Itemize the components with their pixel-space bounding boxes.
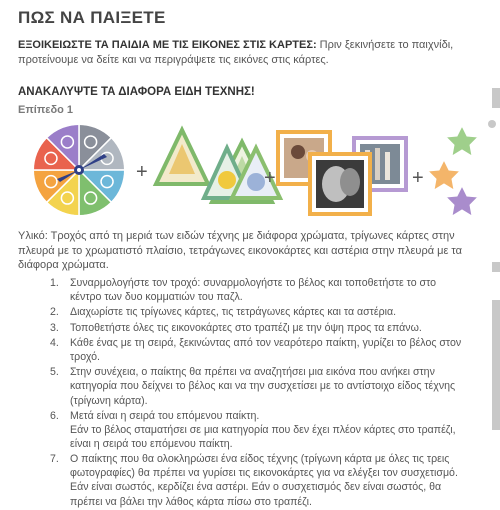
step-number: 6. — [50, 409, 59, 422]
intro-text-line2: προτείνουμε να δείτε και να περιγράψετε τις εικόνες στις κάρτες. — [18, 54, 329, 66]
step-text: Συναρμολογήστε τον τροχό: συναρμολογήστε το βέλος και τοποθετήστε το στο — [70, 277, 437, 289]
step-text: είναι η σειρά του επόμενου παίκτη. — [70, 437, 233, 450]
scrollbar-thumb[interactable] — [492, 300, 500, 430]
instruction-page — [18, 0, 480, 508]
stars — [428, 126, 478, 216]
game-components-illustration — [32, 122, 482, 222]
steps-list — [50, 276, 476, 510]
list-item — [50, 276, 476, 304]
step-text: (τρίγωνη κάρτα). — [70, 394, 148, 407]
materials-line: πλευρά με το χρωματιστό πλαίσιο, τετράγωνες εικονοκάρτες και αστέρια στην πλευρά με τα — [18, 244, 462, 257]
scrollbar-segment[interactable] — [492, 88, 500, 108]
star-orange-icon — [428, 160, 460, 190]
plus-icon: + — [412, 167, 424, 189]
intro-text: Πριν ξεκινήσετε το παιχνίδι, — [316, 39, 454, 51]
step-text: Διαχωρίστε τις τρίγωνες κάρτες, τις τετράγωνες κάρτες και τα αστέρια. — [70, 306, 397, 319]
page-title: ΠΩΣ ΝΑ ΠΑΙΞΕΤΕ — [18, 8, 166, 27]
step-number: 2. — [50, 306, 59, 319]
step-text: Στην συνέχεια, ο παίκτης θα πρέπει να αναζητήσει μια εικόνα που ανήκει στην — [70, 366, 435, 379]
materials-line: Υλικό: Τροχός από τη μεριά των ειδών τέχνης με διάφορα χρώματα, τρίγωνες κάρτες στην — [18, 230, 455, 242]
list-item — [50, 365, 476, 407]
scrollbar-segment[interactable] — [492, 262, 500, 272]
step-text: φωτογραφίες) θα πρέπει να γυρίσει τις εικονοκάρτες για να ελέγξει τον συσχετισμό. — [70, 467, 458, 480]
step-number: 1. — [50, 277, 59, 289]
star-purple-icon — [446, 186, 478, 216]
step-number: 5. — [50, 366, 59, 379]
star-green-icon — [446, 126, 478, 156]
materials-paragraph — [18, 229, 480, 273]
step-text: Μετά είναι η σειρά του επόμενου παίκτη. — [70, 409, 260, 422]
intro-bold-heading: ΕΞΟΙΚΕΙΩΣΤΕ ΤΑ ΠΑΙΔΙΑ ΜΕ ΤΙΣ ΕΙΚΟΝΕΣ ΣΤΙΣ ΚΑΡΤΕΣ: — [18, 39, 317, 51]
triangle-cards — [156, 130, 280, 202]
step-text: Ο παίκτης που θα ολοκληρώσει ένα είδος τέχνης (τρίγωνη κάρτα με όλες τις τρεις — [70, 453, 450, 466]
list-item — [50, 409, 476, 451]
photo-cards — [278, 132, 406, 214]
step-text: κατηγορία που δείχνει το βέλος και να την συσχετίσει με το αντίστοιχο είδος τέχνης — [70, 380, 456, 393]
step-text: πρέπει να βάλει την λάθος κάρτα πίσω στο τραπέζι. — [70, 495, 312, 508]
list-item — [50, 305, 476, 319]
plus-icon: + — [136, 161, 148, 183]
step-number: 3. — [50, 321, 59, 334]
step-text: τροχό. — [70, 351, 100, 364]
step-text: Εάν είναι σωστός, κερδίζει ένα αστέρι. Εάν ο συσχετισμός δεν είναι σωστός, θα — [70, 481, 442, 494]
materials-line: διάφορα χρώματα. — [18, 259, 109, 271]
intro-paragraph — [18, 38, 473, 68]
step-text: Τοποθετήστε όλες τις εικονοκάρτες στο τραπέζι με την όψη προς τα επάνω. — [70, 321, 422, 334]
spinner-wheel — [33, 124, 125, 216]
step-text: κέντρο των δυο κομματιών του παζλ. — [70, 291, 243, 304]
step-text: Κάθε ένας με τη σειρά, ξεκινώντας από τον νεαρότερο παίκτη, γυρίζει το βέλος στον — [70, 336, 462, 349]
list-item — [50, 452, 476, 508]
plus-icon: + — [264, 167, 276, 189]
step-text: Εάν το βέλος σταματήσει σε μια κατηγορία που δεν έχει πλέον κάρτες στο τραπέζι, — [70, 423, 456, 436]
step-number: 7. — [50, 453, 59, 466]
section-title: ΑΝΑΚΑΛΥΨΤΕ ΤΑ ΔΙΑΦΟΡΑ ΕΙΔΗ ΤΕΧΝΗΣ! — [18, 86, 255, 98]
scrollbar-dot — [488, 120, 496, 128]
list-item — [50, 336, 476, 364]
list-item — [50, 321, 476, 335]
step-number: 4. — [50, 336, 59, 349]
level-label: Επίπεδο 1 — [18, 104, 74, 116]
